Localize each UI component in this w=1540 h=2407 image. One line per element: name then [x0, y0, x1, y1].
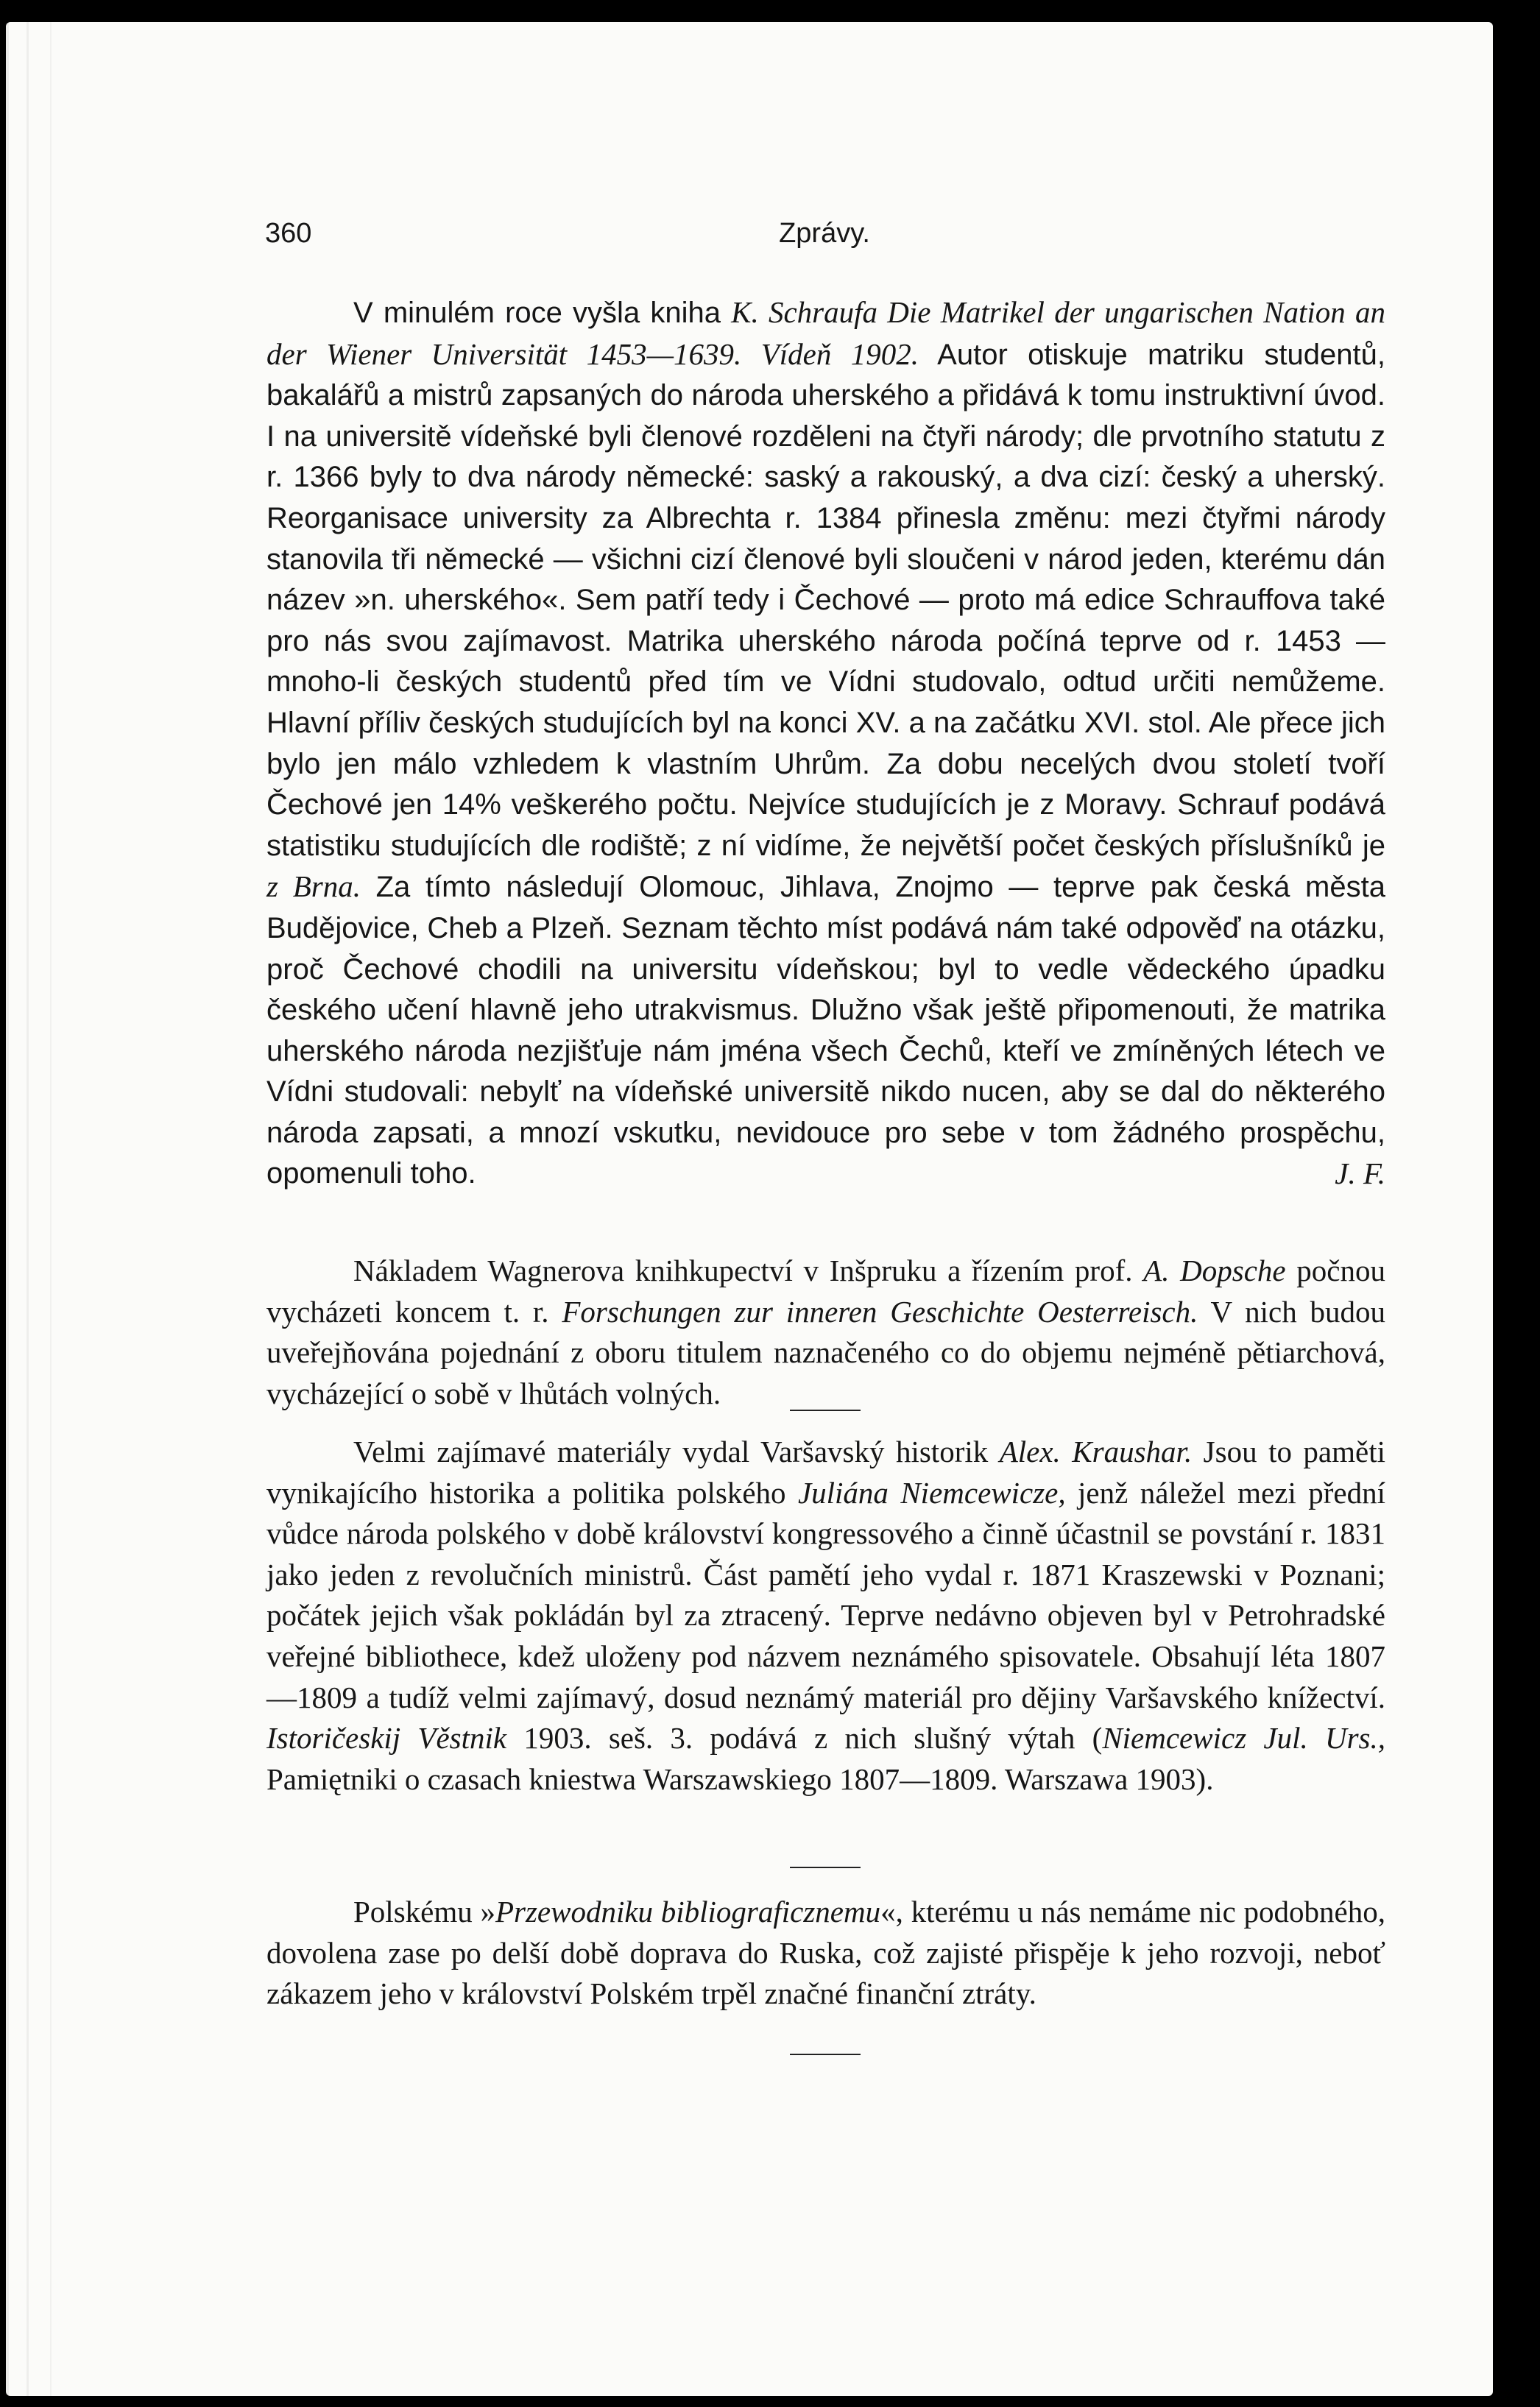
article-kraushar-niemcewicz	[266, 1432, 1385, 1800]
paragraph	[266, 1432, 1385, 1800]
section-title: Zprávy.	[779, 218, 870, 249]
page-number: 360	[265, 218, 312, 249]
periodical-title: Przewodniku bibliograficznemu	[495, 1895, 881, 1929]
text-run: Pamiętniki o czasach kniestwa Warszawskiego 1807—1809. Warszawa 1903).	[266, 1761, 1214, 1796]
paragraph	[266, 292, 1385, 1195]
subject-name: Juliána Niemcewicze,	[797, 1475, 1066, 1510]
author-name: Alex. Kraushar.	[999, 1435, 1193, 1468]
citation-author: Niemcewicz Jul. Urs.,	[1102, 1721, 1385, 1756]
book-title: K. Schraufa Die Matrikel der ungarischen Nation an der Wiener Universität 1453—1639. Vídeň 1902.	[266, 295, 1386, 371]
text-run: Autor otiskuje matriku studentů, bakalářů a mistrů zapsaných do národa uherského a přidává k tomu instruktivní úvod. I na universitě vídeňské byli členové rozděleni na čtyři národy; dle prvotního statutu z r. 1366 byly to dva národy německé: saský a rakouský, a dva cizí: český a uherský. Reorganisace university za Albrechta r. 1384 přinesla změnu: mezi čtyřmi národy stanovila tři německé — všichni cizí členové byli sloučeni v národ jeden, kterému dán název »n. uherského«. Sem patří tedy i Čechové — proto má edice Schrauffova také pro nás svou zajímavost. Matrika uherského národa počíná teprve od r. 1453 — mnoho-li českých studentů před tím ve Vídni studovalo, odtud určiti nemůžeme. Hlavní příliv českých studujících byl na konci XV. a na začátku XVI. stol. Ale přece jich bylo jen málo vzhledem k vlastním Uhrům. Za dobu necelých dvou století tvoří Čechové jen 14% veškerého počtu. Nejvíce studujících je z Moravy. Schrauf podává statistiku studujících dle rodiště; z ní vidíme, že největší počet českých příslušníků je	[266, 338, 1385, 862]
text-run: počnou vycházeti koncem t. r.	[266, 1254, 1385, 1329]
paragraph	[266, 1251, 1385, 1414]
separator-rule	[790, 2054, 861, 2055]
series-title: Forschungen zur inneren Geschichte Oesterreisch.	[562, 1294, 1198, 1329]
separator-rule	[790, 1867, 861, 1868]
text-run: V nich budou uveřejňována pojednání z oboru titulem naznačeného co do objemu nejméně pětiarchová, vycházející o sobě v lhůtách volných.	[266, 1294, 1385, 1410]
author-signature: J. F.	[1335, 1156, 1385, 1191]
text-run: jenž náležel mezi přední vůdce národa polského v době království kongressového a činně účastnil se povstání r. 1831 jako jeden z revolučních ministrů. Část pamětí jeho vydal r. 1871 Kraszewski v Poznani; počátek jejich však pokládán byl za ztracený. Teprve nedávno objeven byl v Petrohradské veřejné bibliothece, kdež uloženy pod názvem neznámého spisovatele. Obsahují léta 1807—1809 a tudíž velmi zajímavý, dosud neznámý materiál pro dějiny Varšavského knížectví.	[266, 1475, 1386, 1714]
text-run: Za tímto následují Olomouc, Jihlava, Znojmo — teprve pak česká města Budějovice, Cheb a Plzeň. Seznam těchto míst podává nám také odpověď na otázku, proč Čechové chodili na universitu vídeňskou; byl to vedle vědeckého úpadku českého učení hlavně jeho utrakvismus. Dlužno však ještě připomenouti, že matrika uherského národa nezjišťuje nám jména všech Čechů, kteří ve zmíněných létech ve Vídni studovali: nebylť na vídeňské universitě nikdo nucen, aby se dal do některého národa zapsati, a mnozí vskutku, nevidouce pro sebe v tom žádného prospěchu, opomenuli toho.	[266, 871, 1385, 1190]
article-schrauf-matrikel	[266, 292, 1385, 1195]
text-run: Jsou to paměti vynikajícího historika a politika polského	[266, 1435, 1385, 1510]
city-reference: z Brna.	[266, 869, 361, 904]
text-run: Velmi zajímavé materiály vydal Varšavský historik	[353, 1435, 1000, 1468]
text-run: V minulém roce vyšla kniha	[353, 297, 732, 329]
editor-name: A. Dopsche	[1143, 1254, 1286, 1287]
page-header	[265, 218, 1384, 262]
article-przewodnik	[266, 1892, 1385, 2015]
text-run: 1903. seš. 3. podává z nich slušný výtah (	[506, 1721, 1103, 1756]
text-run: Nákladem Wagnerova knihkupectví v Inšpruku a řízením prof.	[353, 1254, 1144, 1287]
text-run: «, kterému u nás nemáme nic podobného, dovolena zase po delší době doprava do Ruska, což zajisté přispěje k jeho rozvoji, neboť zákazem jeho v království Polském trpěl značné finanční ztráty.	[266, 1895, 1385, 2011]
text-run: Polskému »	[353, 1895, 495, 1929]
paragraph	[266, 1892, 1385, 2015]
article-dopsch-forschungen	[266, 1251, 1385, 1414]
journal-title: Istoričeskij Věstnik	[266, 1721, 507, 1756]
